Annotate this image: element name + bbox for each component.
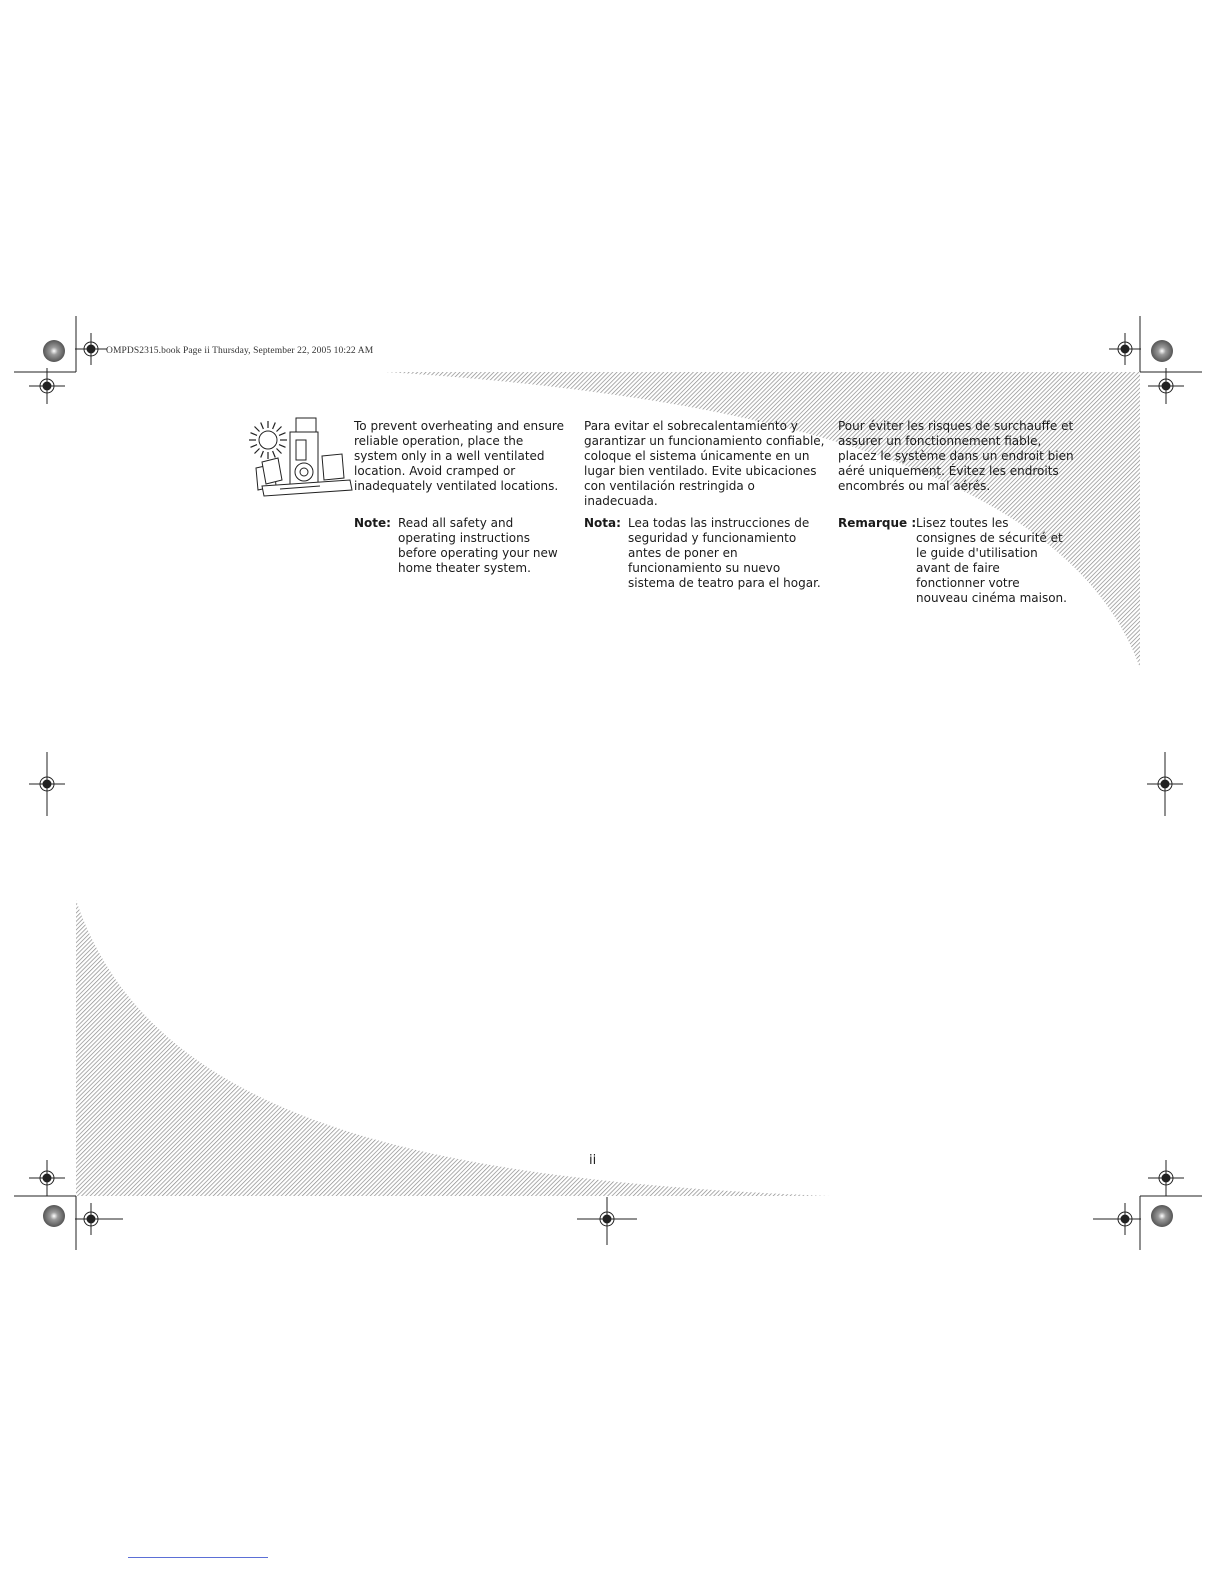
note-label-fr: Remarque : bbox=[838, 516, 917, 530]
print-slug: OMPDS2315.book Page ii Thursday, September 22, 2005 10:22 AM bbox=[106, 346, 374, 356]
warning-paragraph-es: Para evitar el sobrecalentamiento y garantizar un funcionamiento confiable, coloque el sistema únicamente en un lugar bien ventilado. Evite ubicaciones con ventilación restringida o inadecuada. bbox=[584, 419, 825, 508]
warning-text-en bbox=[354, 419, 569, 494]
page-number: ii bbox=[589, 1153, 597, 1168]
warning-paragraph-en: To prevent overheating and ensure reliable operation, place the system only in a well ventilated location. Avoid cramped or inadequately ventilated locations. bbox=[354, 419, 564, 493]
note-text-fr: Lisez toutes les consignes de sécurité et le guide d'utilisation avant de faire fonctionner votre nouveau cinéma maison. bbox=[916, 516, 1067, 605]
note-es bbox=[584, 516, 621, 531]
note-text-es: Lea todas las instrucciones de seguridad y funcionamiento antes de poner en funcionamiento su nuevo sistema de teatro para el hogar. bbox=[628, 516, 821, 590]
decorative-swoosh-bottom bbox=[76, 900, 830, 1196]
warning-text-es bbox=[584, 419, 828, 509]
warning-text-fr bbox=[838, 419, 1074, 494]
note-en bbox=[354, 516, 391, 531]
note-label-es: Nota: bbox=[584, 516, 621, 530]
note-fr bbox=[838, 516, 916, 531]
sun-heat-stereo-system-icon bbox=[249, 418, 352, 496]
warning-paragraph-fr: Pour éviter les risques de surchauffe et assurer un fonctionnement fiable, placez le système dans un endroit bien aéré uniquement. Évitez les endroits encombrés ou mal aérés. bbox=[838, 419, 1074, 493]
note-label-en: Note: bbox=[354, 516, 391, 530]
note-text-en: Read all safety and operating instructions before operating your new home theater system. bbox=[398, 516, 558, 575]
footer-underline bbox=[128, 1557, 268, 1558]
